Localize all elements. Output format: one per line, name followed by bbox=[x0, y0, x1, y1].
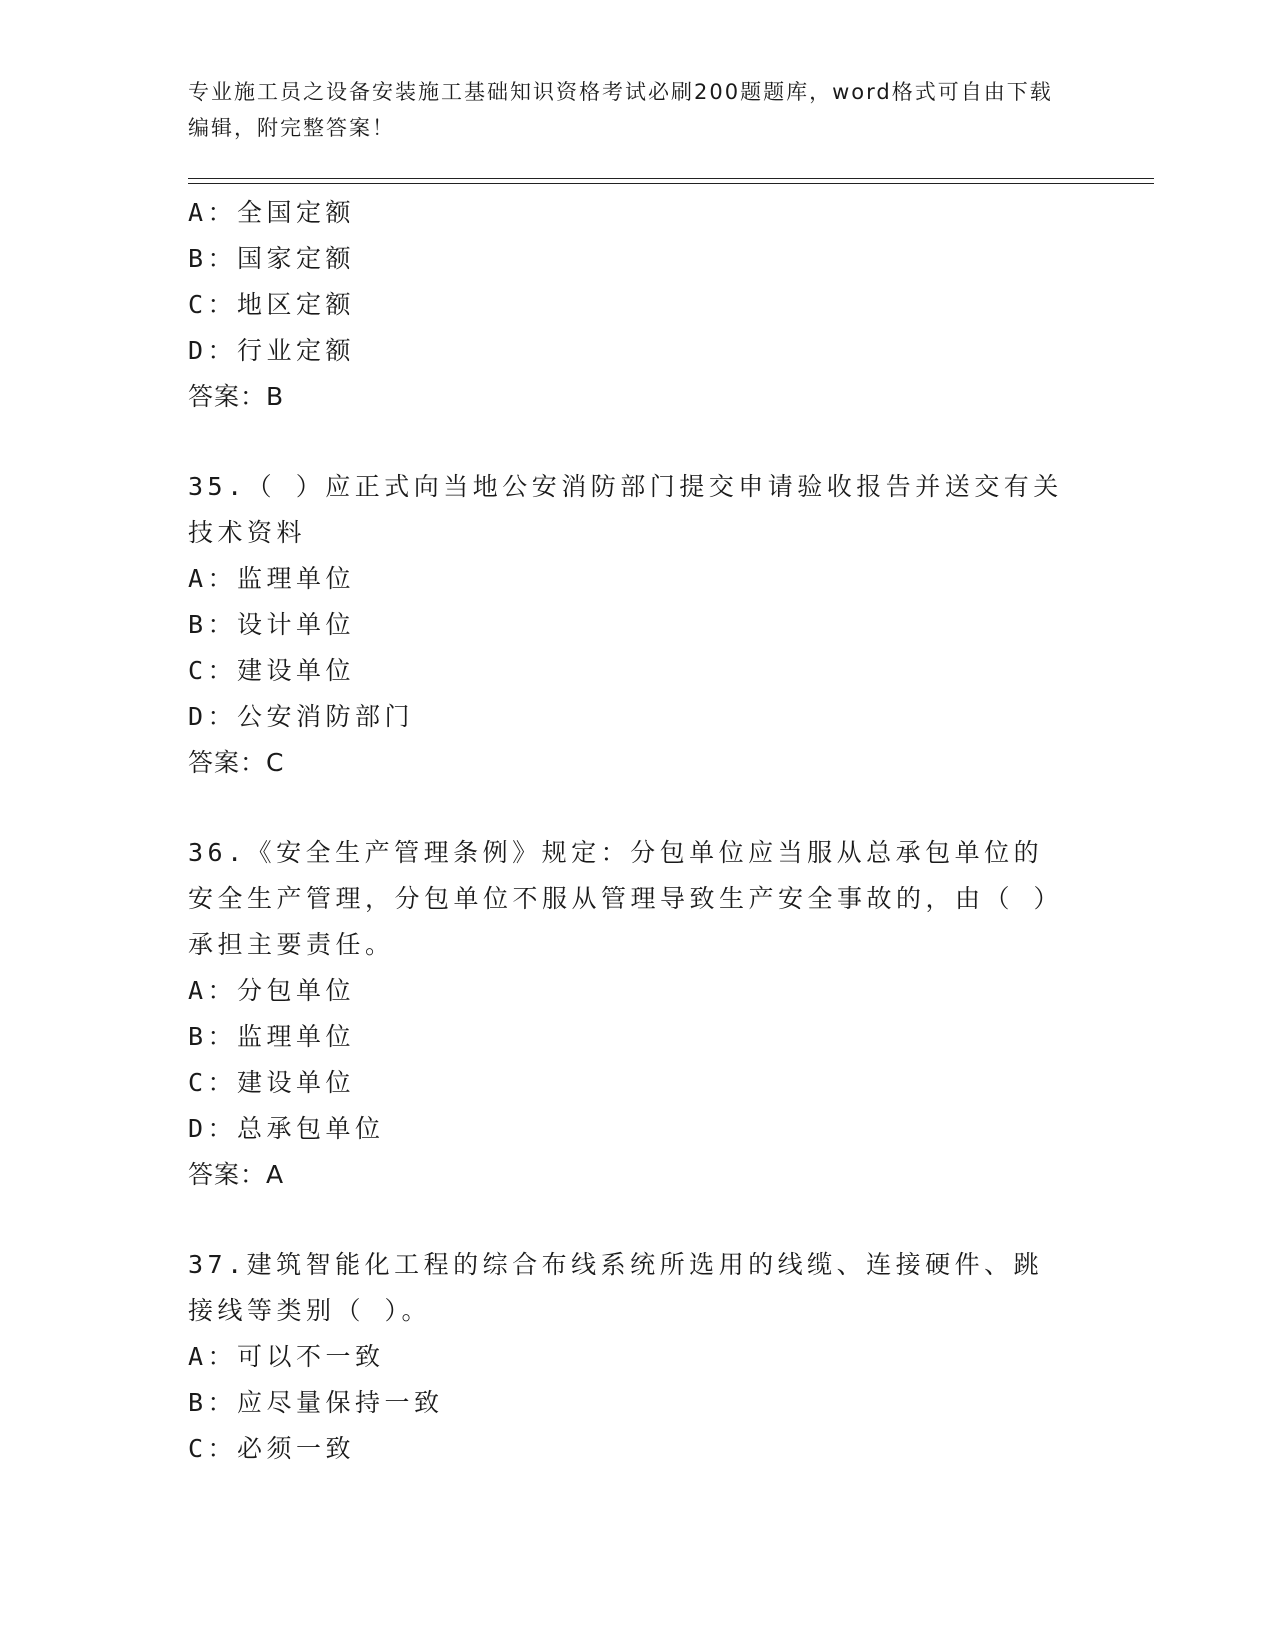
option-c: C：建设单位 bbox=[188, 656, 356, 685]
header-rule-bottom bbox=[188, 183, 1154, 184]
option-c: C：地区定额 bbox=[188, 290, 356, 319]
option-b: B：应尽量保持一致 bbox=[188, 1388, 444, 1417]
header-rule-top bbox=[188, 178, 1154, 179]
question-37 bbox=[188, 1242, 1088, 1472]
option-c: C：建设单位 bbox=[188, 1068, 356, 1097]
question-34 bbox=[188, 190, 1088, 420]
question-36 bbox=[188, 830, 1088, 1198]
option-d: D：公安消防部门 bbox=[188, 702, 415, 731]
option-b: B：国家定额 bbox=[188, 244, 356, 273]
option-a: A：监理单位 bbox=[188, 564, 356, 593]
option-a: A：可以不一致 bbox=[188, 1342, 385, 1371]
question-list bbox=[188, 190, 1088, 1472]
question-text: 37.建筑智能化工程的综合布线系统所选用的线缆、连接硬件、跳接线等类别（ ）。 bbox=[188, 1250, 1044, 1325]
question-35 bbox=[188, 464, 1088, 786]
answer: 答案：C bbox=[188, 748, 285, 777]
option-d: D：总承包单位 bbox=[188, 1114, 385, 1143]
option-c: C：必须一致 bbox=[188, 1434, 356, 1463]
option-a: A：分包单位 bbox=[188, 976, 356, 1005]
question-text: 35.（ ）应正式向当地公安消防部门提交申请验收报告并送交有关技术资料 bbox=[188, 472, 1063, 547]
option-b: B：监理单位 bbox=[188, 1022, 356, 1051]
option-a: A：全国定额 bbox=[188, 198, 356, 227]
question-text: 36.《安全生产管理条例》规定：分包单位应当服从总承包单位的安全生产管理，分包单位不服从管理导致生产安全事故的，由（ ）承担主要责任。 bbox=[188, 838, 1064, 959]
document-header: 专业施工员之设备安装施工基础知识资格考试必刷200题题库，word格式可自由下载编辑，附完整答案！ bbox=[188, 80, 1053, 140]
answer: 答案：A bbox=[188, 1160, 285, 1189]
option-d: D：行业定额 bbox=[188, 336, 356, 365]
answer: 答案：B bbox=[188, 382, 285, 411]
option-b: B：设计单位 bbox=[188, 610, 356, 639]
